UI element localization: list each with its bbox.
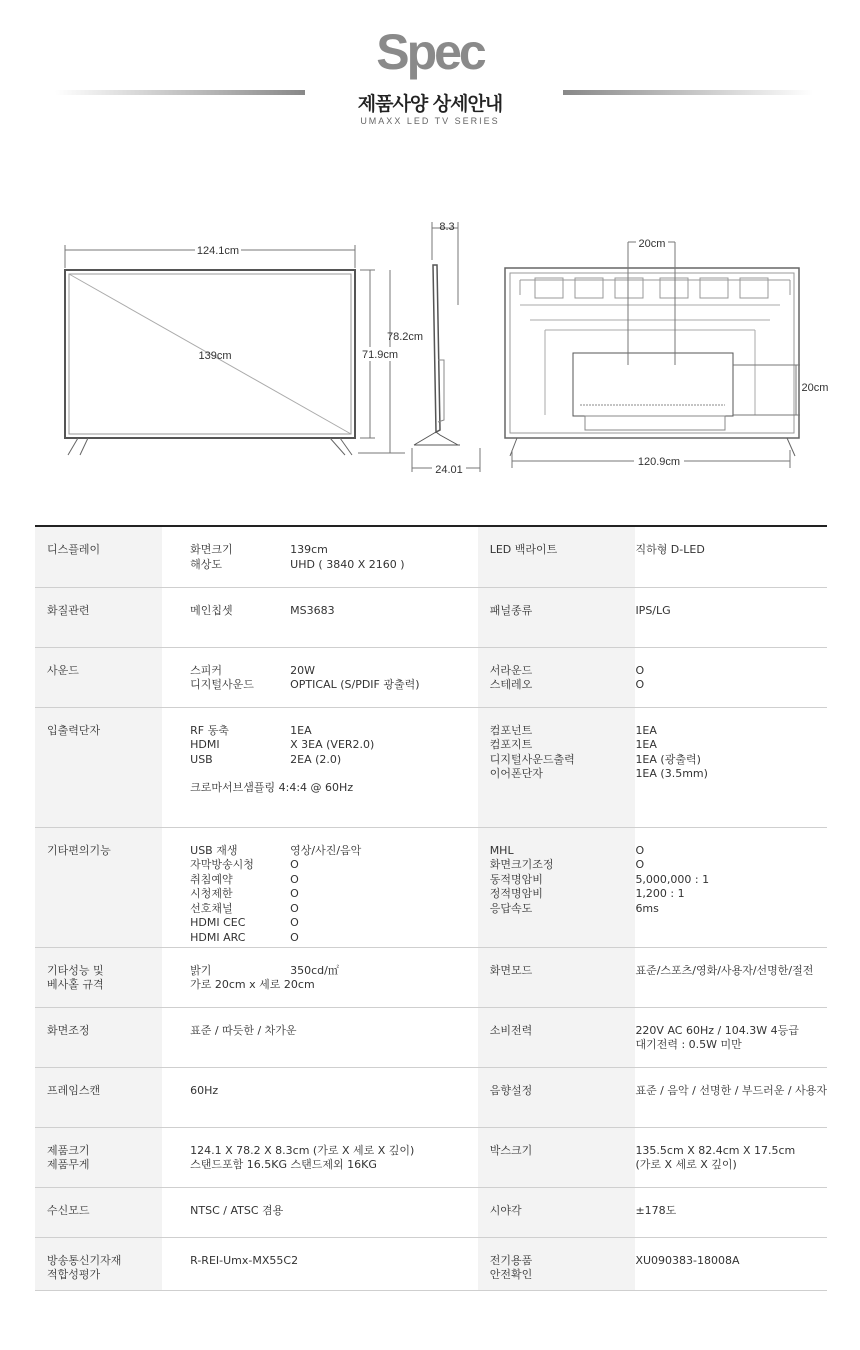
spec-right-label: 박스크기 — [489, 1143, 533, 1157]
category-label-line: 제품크기 — [47, 1143, 90, 1157]
spec-category-label — [35, 1067, 162, 1127]
spec-item — [190, 558, 478, 573]
spec-right-value: 직하형 D-LED — [635, 543, 705, 556]
spec-right-value: 표준/스포츠/영화/사용자/선명한/절전 — [635, 963, 814, 977]
spec-item-name: 메인칩셋 — [190, 603, 233, 617]
spec-item-value: O — [290, 858, 299, 871]
spec-item — [190, 978, 478, 993]
spec-item-name: 스피커 — [190, 663, 223, 677]
spec-right-values — [635, 1237, 827, 1290]
spec-item — [190, 1144, 478, 1159]
spec-item-name: 선호채널 — [190, 901, 233, 915]
tv-dimension-diagram — [0, 210, 860, 490]
spec-item — [190, 887, 478, 902]
category-label-line: 화면조정 — [47, 1023, 90, 1037]
category-label-line: 제품무게 — [47, 1158, 90, 1171]
spec-right-label: 화면모드 — [489, 963, 533, 977]
dim-side-depth: 8.3 — [439, 221, 455, 233]
spec-item — [190, 664, 478, 679]
tv-back-view — [505, 242, 800, 468]
spec-item-value: 2EA (2.0) — [290, 752, 342, 766]
spec-row — [35, 947, 827, 1007]
spec-item-value: O — [290, 887, 299, 900]
spec-item-name: USB 재생 — [190, 843, 238, 857]
spec-item-value: O — [290, 930, 299, 944]
spec-right-labels — [478, 1237, 636, 1290]
spec-right-values — [635, 1127, 827, 1187]
spec-item — [190, 738, 478, 753]
spec-item-value: UHD ( 3840 X 2160 ) — [290, 557, 405, 571]
spec-item-name: 해상도 — [190, 557, 223, 571]
spec-right-value: 1EA (3.5mm) — [635, 767, 708, 780]
spec-item — [190, 1254, 478, 1269]
spec-item-name: RF 동축 — [190, 723, 229, 737]
spec-item-value: 350cd/㎡ — [290, 963, 339, 977]
spec-right-label: 화면크기조정 — [489, 858, 554, 871]
spec-right-values — [635, 947, 827, 1007]
spec-right-value: 6ms — [635, 901, 659, 915]
spec-item — [190, 724, 478, 739]
dim-front-diagonal: 139cm — [198, 350, 232, 362]
spec-item — [190, 858, 478, 873]
dim-front-width: 124.1cm — [196, 245, 240, 257]
spec-category-label — [35, 647, 162, 707]
spec-right-label: 정적명암비 — [489, 887, 543, 900]
category-label-line: 방송통신기자재 — [47, 1253, 122, 1267]
spec-right-value: 표준 / 음악 / 선명한 / 부드러운 / 사용자 — [635, 1083, 827, 1097]
spacer — [190, 767, 478, 781]
spec-right-labels — [478, 1007, 636, 1067]
spec-right-value: O — [635, 663, 645, 677]
spec-right-value: IPS/LG — [635, 603, 671, 617]
spec-item — [190, 1204, 478, 1219]
page-title: 제품사양 상세안내 — [357, 93, 503, 115]
spec-right-label: 컴포지트 — [489, 738, 533, 751]
category-label-line: 기타편의기능 — [47, 843, 111, 857]
spec-right-labels — [478, 707, 636, 827]
spec-right-value: 1EA (광출력) — [635, 752, 701, 766]
spec-right-label: 스테레오 — [489, 678, 533, 691]
spec-category-label — [35, 1237, 162, 1290]
spec-row — [35, 1067, 827, 1127]
spec-category-label — [35, 707, 162, 827]
spec-item — [190, 873, 478, 888]
spec-right-values — [635, 707, 827, 827]
spec-item-name: 가로 20cm x 세로 20cm — [190, 978, 315, 991]
spec-right-value: O — [635, 843, 645, 857]
spec-category-label — [35, 947, 162, 1007]
spec-right-labels — [478, 947, 636, 1007]
spec-item-value: OPTICAL (S/PDIF 광출력) — [290, 678, 420, 691]
spec-right-label: 시야각 — [489, 1203, 522, 1217]
spec-item-name: 디지털사운드 — [190, 678, 254, 691]
spec-row — [35, 1187, 827, 1237]
spec-row — [35, 647, 827, 707]
spec-item — [190, 902, 478, 917]
dim-back-vesa-horizontal: 20cm — [638, 238, 666, 250]
category-label-line: 디스플레이 — [47, 543, 101, 556]
spec-right-label: LED 백라이트 — [489, 543, 558, 556]
category-label-line: 적합성평가 — [47, 1268, 101, 1281]
spec-item-name: 124.1 X 78.2 X 8.3cm (가로 X 세로 X 깊이) — [190, 1143, 415, 1157]
spec-item-name: 60Hz — [190, 1083, 219, 1097]
spec-item — [190, 844, 478, 859]
spec-category-label — [35, 1127, 162, 1187]
tv-front-view — [65, 245, 405, 455]
spec-right-values — [635, 527, 827, 587]
spec-right-values — [635, 1067, 827, 1127]
spec-item-name: HDMI CEC — [190, 916, 246, 929]
category-label-line: 화질관련 — [47, 603, 90, 617]
spec-row — [35, 1127, 827, 1187]
spec-right-labels — [478, 1067, 636, 1127]
spec-item-name: 스탠드포함 16.5KG 스탠드제외 16KG — [190, 1158, 377, 1171]
spec-item — [190, 1084, 478, 1099]
spec-right-value: 220V AC 60Hz / 104.3W 4등급 — [635, 1023, 799, 1037]
spec-item-name: 화면크기 — [190, 543, 233, 556]
spec-right-values — [635, 1007, 827, 1067]
spec-right-labels — [478, 527, 636, 587]
spec-table-body — [35, 526, 827, 1290]
spec-right-label: 서라운드 — [489, 663, 533, 677]
spec-right-value: 5,000,000 : 1 — [635, 872, 710, 886]
spec-left-values — [162, 707, 478, 827]
spec-item-name: HDMI ARC — [190, 930, 246, 944]
spec-right-labels — [478, 1187, 636, 1237]
page-subtitle: UMAXX LED TV SERIES — [360, 116, 500, 126]
spec-logo: Spec — [376, 24, 484, 80]
category-label-line: 기타성능 및 — [47, 963, 104, 977]
spec-left-values — [162, 647, 478, 707]
spec-item-name: USB — [190, 752, 213, 766]
spec-right-labels — [478, 827, 636, 947]
spec-item-value: 139cm — [290, 543, 328, 556]
spec-item-name: 표준 / 따듯한 / 차가운 — [190, 1023, 297, 1037]
dim-back-stand-width: 120.9cm — [637, 456, 681, 468]
spec-right-labels — [478, 587, 636, 647]
spec-right-value: XU090383-18008A — [635, 1253, 740, 1267]
spec-item-name: 시청제한 — [190, 887, 233, 900]
spec-right-label: 컴포넌트 — [489, 723, 533, 737]
spec-item-name: 밝기 — [190, 963, 212, 977]
spec-left-values — [162, 827, 478, 947]
spec-item — [190, 916, 478, 931]
spec-item-value: O — [290, 916, 299, 929]
spec-row — [35, 827, 827, 947]
spec-item — [190, 678, 478, 693]
spec-left-values — [162, 1187, 478, 1237]
spec-table — [35, 525, 827, 1291]
spec-item-value: 영상/사진/음악 — [290, 843, 362, 857]
spec-category-label — [35, 587, 162, 647]
spec-right-labels — [478, 647, 636, 707]
spec-item — [190, 753, 478, 768]
spec-right-label: 동적명암비 — [489, 872, 543, 886]
spec-right-label: 전기용품 — [489, 1253, 533, 1267]
category-label-line: 입출력단자 — [47, 723, 101, 737]
spec-right-value: 1EA — [635, 723, 657, 737]
spec-item — [190, 1024, 478, 1039]
spec-category-label — [35, 1187, 162, 1237]
spec-right-values — [635, 587, 827, 647]
spec-right-label: 안전확인 — [489, 1268, 533, 1281]
dim-front-panel-height: 71.9cm — [361, 349, 399, 361]
spec-right-values — [635, 647, 827, 707]
spec-right-label: MHL — [489, 843, 514, 857]
spec-item-name: R-REI-Umx-MX55C2 — [190, 1253, 299, 1267]
spec-row — [35, 1007, 827, 1067]
spec-item-value: MS3683 — [290, 603, 335, 617]
spec-left-values — [162, 1067, 478, 1127]
spec-item — [190, 604, 478, 619]
spec-right-label: 패널종류 — [489, 603, 533, 617]
category-label-line: 프레임스캔 — [47, 1083, 101, 1097]
spec-right-labels — [478, 1127, 636, 1187]
spec-row — [35, 587, 827, 647]
spec-right-value: 135.5cm X 82.4cm X 17.5cm — [635, 1143, 796, 1157]
spec-category-label — [35, 1007, 162, 1067]
spec-left-values — [162, 1237, 478, 1290]
spec-left-values — [162, 1127, 478, 1187]
spec-item-value: 20W — [290, 663, 316, 677]
spec-item-value: O — [290, 872, 299, 886]
spec-item-name: NTSC / ATSC 겸용 — [190, 1203, 284, 1217]
dim-side-stand-depth: 24.01 — [435, 464, 463, 476]
spec-item-name: HDMI — [190, 738, 220, 751]
spec-right-value: ±178도 — [635, 1203, 677, 1217]
spec-row — [35, 527, 827, 587]
spec-item-value: O — [290, 901, 299, 915]
spec-item — [190, 964, 478, 979]
dim-back-vesa-vertical: 20cm — [801, 382, 829, 394]
spec-left-values — [162, 1007, 478, 1067]
spec-right-value: 1EA — [635, 738, 657, 751]
spec-item-name: 자막방송시청 — [190, 858, 254, 871]
spec-right-values — [635, 827, 827, 947]
category-label-line: 수신모드 — [47, 1203, 90, 1217]
spec-right-label: 디지털사운드출력 — [489, 752, 575, 766]
spec-item — [190, 543, 478, 558]
spec-left-values — [162, 527, 478, 587]
tv-side-view — [412, 222, 480, 472]
spec-right-value: O — [635, 858, 645, 871]
spec-row — [35, 707, 827, 827]
spec-right-label: 소비전력 — [489, 1023, 533, 1037]
category-label-line: 베사홀 규격 — [47, 978, 104, 991]
category-label-line: 사운드 — [47, 663, 79, 677]
spec-category-label — [35, 827, 162, 947]
spec-left-values — [162, 587, 478, 647]
spec-right-label: 응답속도 — [489, 901, 533, 915]
spec-item-value: X 3EA (VER2.0) — [290, 738, 375, 751]
spec-item-extra: 크로마서브샘플링 4:4:4 @ 60Hz — [190, 781, 354, 794]
spec-right-value: (가로 X 세로 X 깊이) — [635, 1158, 737, 1171]
spec-right-value: 1,200 : 1 — [635, 887, 685, 900]
spec-item — [190, 931, 478, 946]
spec-right-label: 이어폰단자 — [489, 767, 543, 780]
spec-right-value: 대기전력 : 0.5W 미만 — [635, 1038, 742, 1051]
spec-right-label: 음향설정 — [489, 1083, 533, 1097]
spec-left-values — [162, 947, 478, 1007]
spec-item-value: 1EA — [290, 723, 312, 737]
dim-front-total-height: 78.2cm — [386, 331, 424, 343]
spec-item — [190, 1158, 478, 1173]
spec-right-values — [635, 1187, 827, 1237]
spec-category-label — [35, 527, 162, 587]
spec-item-name: 취침예약 — [190, 872, 233, 886]
spec-row — [35, 1237, 827, 1290]
spec-right-value: O — [635, 678, 645, 691]
